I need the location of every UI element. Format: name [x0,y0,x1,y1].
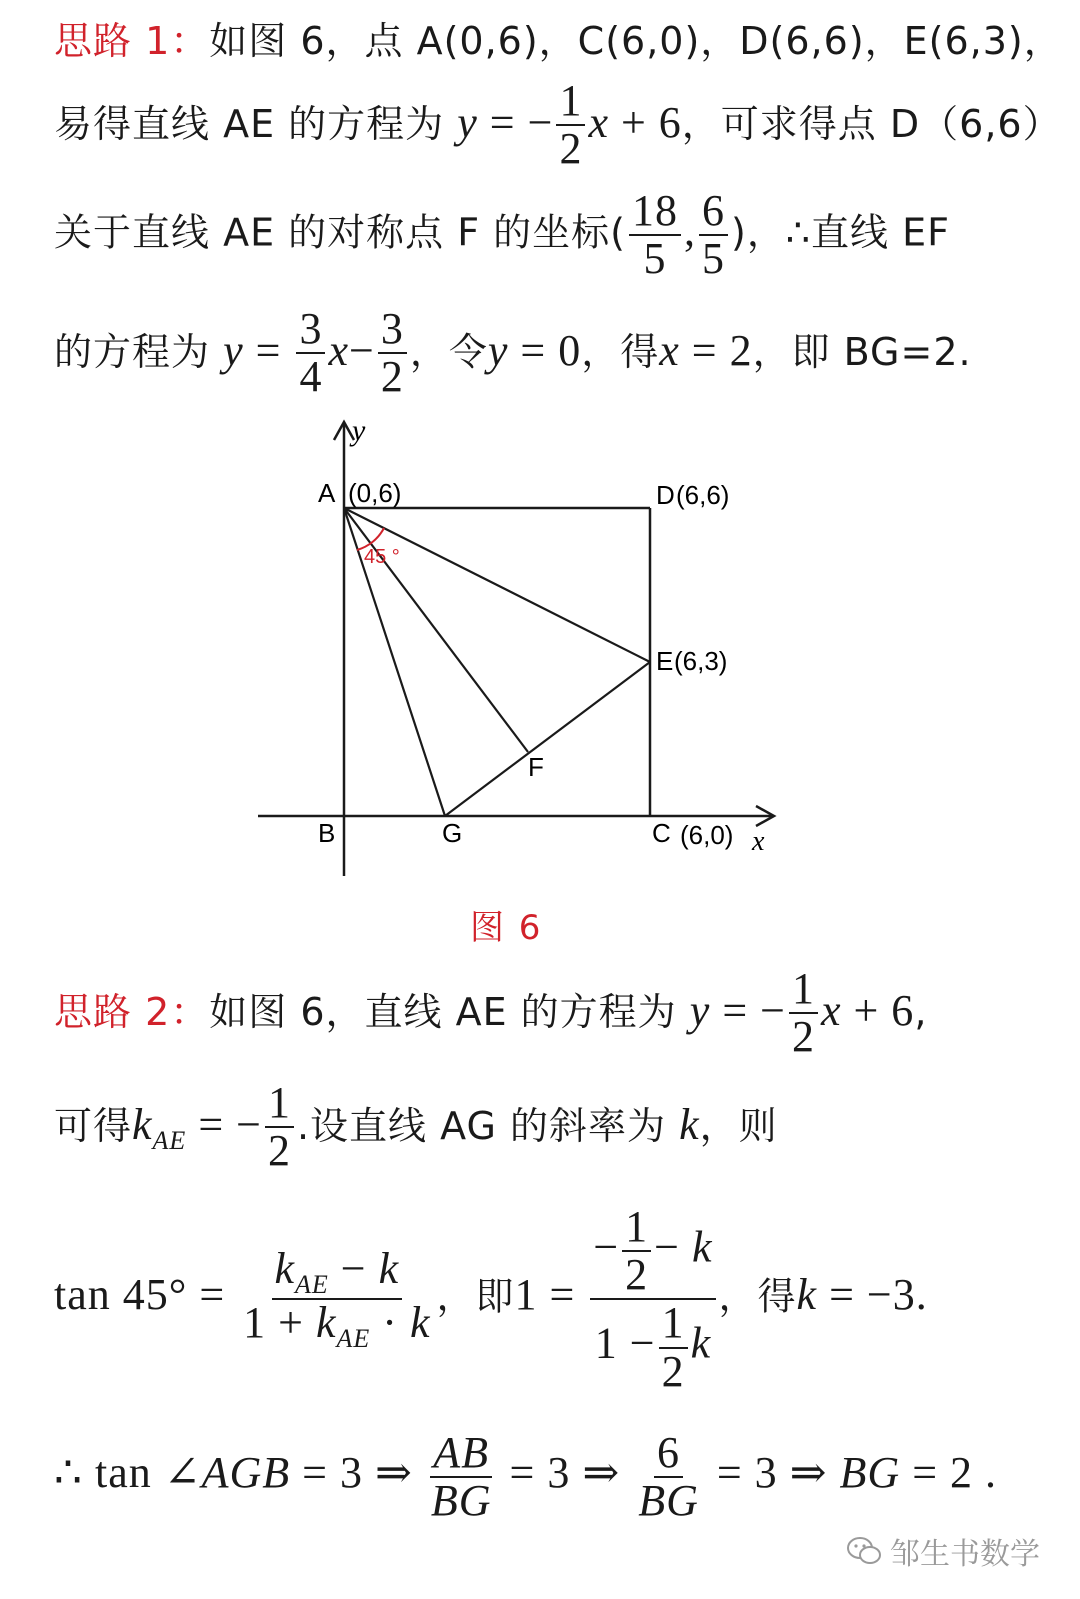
label-b: B [318,818,336,848]
label-d-coord: (6,6) [676,480,730,510]
watermark [846,1529,1040,1573]
approach2-line3: tan 45° = $\frac{k_{AE} - k}{1 + k_{AE} \cdot k}$ ，即1 = − $\frac{1}{2}$ − k 1 − $\frac{1}{2}$ k ，得k = −3. [54,1202,928,1396]
label-e-coord: (6,3) [674,646,728,676]
approach1-line2: 易得直线 AE 的方程为 y = − $\frac{1}{2}$ x + 6，可求得点 D（6,6） [54,76,1062,174]
approach1-line4: 的方程为 y = $\frac{3}{4}$ x− $\frac{3}{2}$ ，令y = 0，得x = 2，即 BG=2. [54,304,972,402]
y-axis-label: y [352,414,366,447]
label-f: F [528,752,544,782]
label-a: A [318,478,336,508]
approach1-line3: 关于直线 AE 的对称点 F 的坐标( $\frac{18}{5}$ , $\frac{6}{5}$ )，∴直线 EF [54,186,950,284]
approach2-line2: 可得$k_{AE}$ = − $\frac{1}{2}$ .设直线 AG 的斜率为 k，则 [54,1078,778,1176]
segment-ge [445,662,650,816]
wechat-icon [846,1536,882,1566]
segment-ae [344,508,650,662]
approach2-line4: ∴ tan ∠AGB = 3 ⇒ $\frac{AB}{BG}$ = 3 ⇒ $\frac{6}{BG}$ = 3 ⇒ BG = 2 . [54,1428,998,1526]
approach1-line1: 思路 1：如图 6，点 A(0,6)，C(6,0)，D(6,6)，E(6,3)， [54,19,1063,63]
x-axis-label: x [752,826,765,857]
approach2-heading: 思路 2： [54,990,210,1035]
label-c: C [652,818,671,848]
approach2-line1: 思路 2：如图 6，直线 AE 的方程为 y = − $\frac{1}{2}$ x + 6, [54,964,928,1062]
label-g: G [442,818,463,848]
label-a-coord: (0,6) [348,478,402,508]
angle-label: 45 ° [364,546,400,568]
figure-caption: 图 6 [470,908,543,948]
slope-ae: $k_{AE}$ = − $\frac{1}{2}$ [132,1099,297,1150]
figure-6-diagram [240,410,800,890]
label-c-coord: (6,0) [680,820,734,850]
segment-af [344,508,528,752]
point-f-coords: $\frac{18}{5}$ , $\frac{6}{5}$ [626,206,731,255]
approach1-heading: 思路 1： [54,19,210,63]
label-e: E [656,646,674,676]
equation-ae: y = − $\frac{1}{2}$ x + 6 [457,76,682,174]
equation-ef: y = $\frac{3}{4}$ x− $\frac{3}{2}$ [223,325,410,376]
watermark-text: 邹生书数学 [890,1537,1040,1572]
tan-formula: tan 45° = $\frac{k_{AE} - k}{1 + k_{AE} \cdot k}$ [54,1244,431,1354]
label-d: D [656,480,675,510]
